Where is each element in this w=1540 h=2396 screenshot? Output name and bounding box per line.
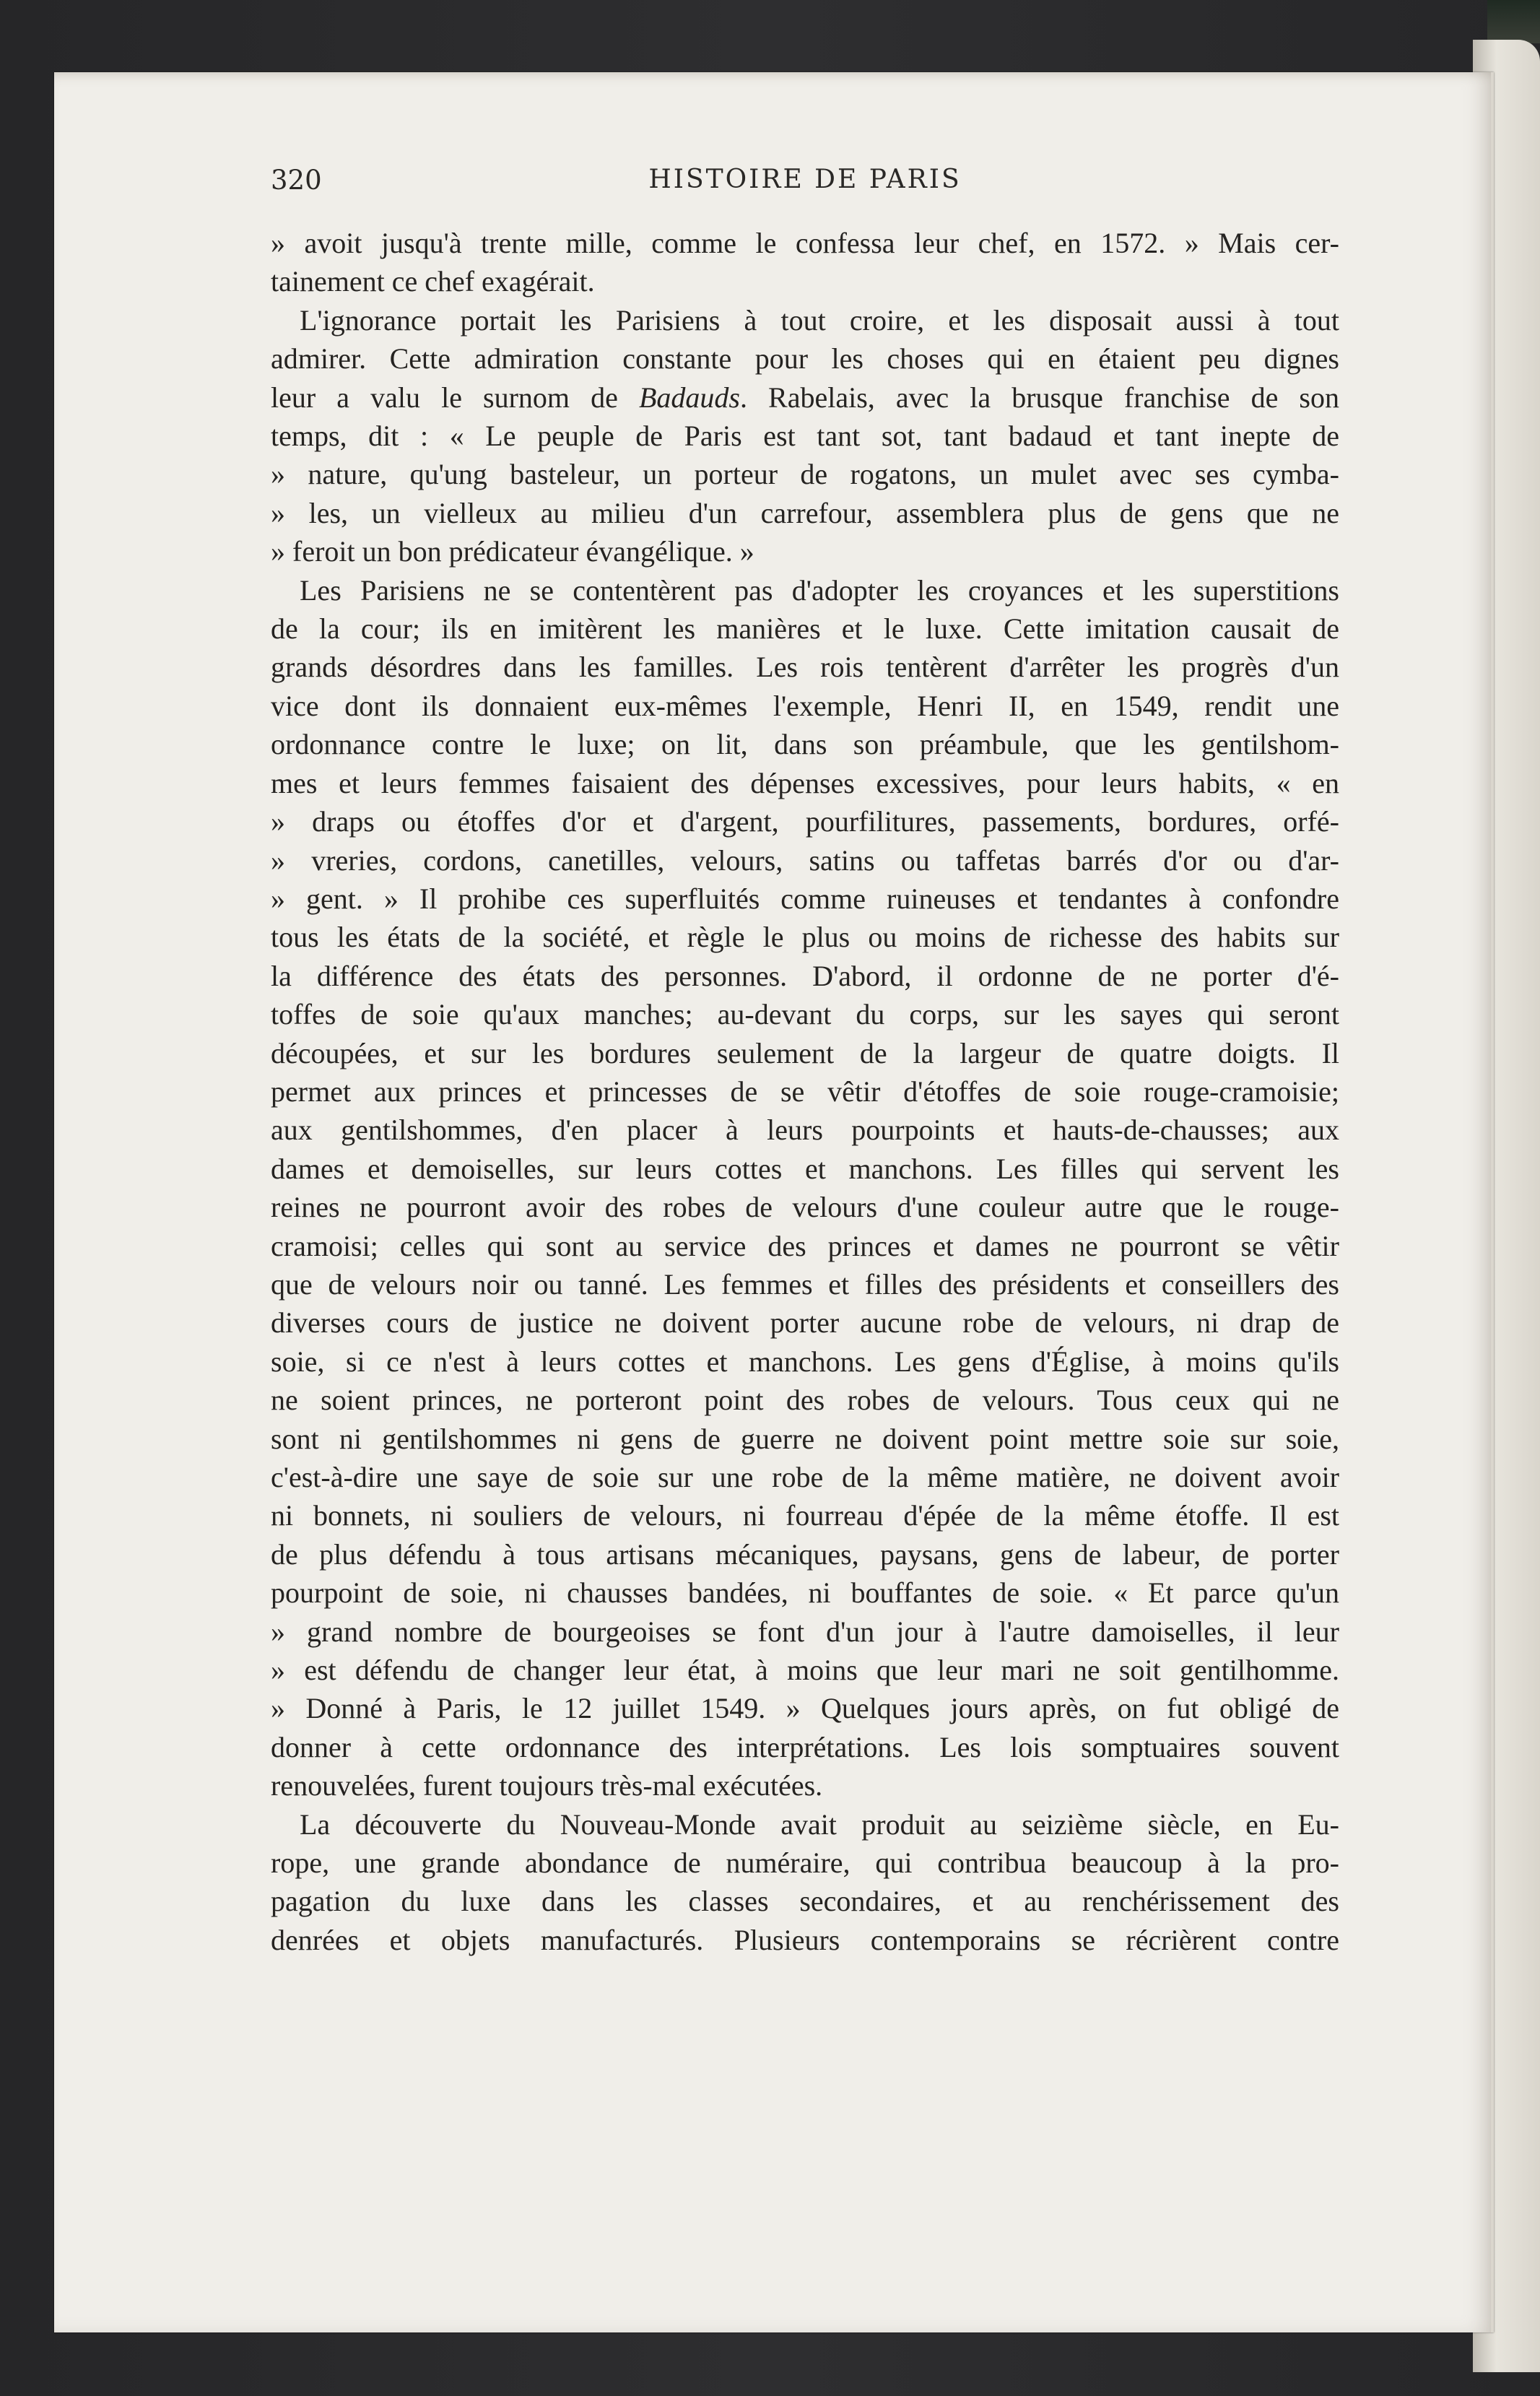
text-line: pourpoint de soie, ni chausses bandées, ni bouffantes de soie. « Et parce qu'un bbox=[271, 1576, 1339, 1610]
text-line: » vreries, cordons, canetilles, velours, satins ou taffetas barrés d'or ou d'ar- bbox=[271, 843, 1339, 877]
text-line: rope, une grande abondance de numéraire, qui contribua beaucoup à la pro- bbox=[271, 1846, 1339, 1880]
text-line: La découverte du Nouveau-Monde avait produit au seizième siècle, en Eu- bbox=[300, 1807, 1339, 1841]
text-line: soie, si ce n'est à leurs cottes et manchons. Les gens d'Église, à moins qu'ils bbox=[271, 1345, 1339, 1378]
text-line: que de velours noir ou tanné. Les femmes et filles des présidents et conseillers des bbox=[271, 1267, 1339, 1301]
text-line: vice dont ils donnaient eux-mêmes l'exemple, Henri II, en 1549, rendit une bbox=[271, 689, 1339, 722]
text-line: toffes de soie qu'aux manches; au-devant du corps, sur les sayes qui seront bbox=[271, 998, 1339, 1031]
text-line: denrées et objets manufacturés. Plusieurs contemporains se récrièrent contre bbox=[271, 1923, 1339, 1956]
text-line: » avoit jusqu'à trente mille, comme le confessa leur chef, en 1572. » Mais cer- bbox=[271, 227, 1339, 259]
text-line: de la cour; ils en imitèrent les manières et le luxe. Cette imitation causait de bbox=[271, 612, 1339, 646]
text-line: » grand nombre de bourgeoises se font d'un jour à l'autre damoiselles, il leur bbox=[271, 1615, 1339, 1648]
text-line: découpées, et sur les bordures seulement de la largeur de quatre doigts. Il bbox=[271, 1036, 1339, 1069]
text-line: permet aux princes et princesses de se vêtir d'étoffes de soie rouge-cramoisie; bbox=[271, 1075, 1339, 1108]
background-cover-edge bbox=[1487, 0, 1540, 43]
italic-word: Badauds bbox=[638, 381, 740, 414]
text-line: » Donné à Paris, le 12 juillet 1549. » Quelques jours après, on fut obligé de bbox=[271, 1692, 1339, 1725]
text-line: » gent. » Il prohibe ces superfluités comme ruineuses et tendantes à confondre bbox=[271, 882, 1339, 915]
text-line: la différence des états des personnes. D'abord, il ordonne de ne porter d'é- bbox=[271, 959, 1339, 992]
text-line: temps, dit : « Le peuple de Paris est tant sot, tant badaud et tant inepte de bbox=[271, 420, 1339, 453]
text-line: grands désordres dans les familles. Les rois tentèrent d'arrêter les progrès d'un bbox=[271, 651, 1339, 684]
text-line: » est défendu de changer leur état, à moins que leur mari ne soit gentilhomme. bbox=[271, 1654, 1339, 1687]
text-line: c'est-à-dire une saye de soie sur une robe de la même matière, ne doivent avoir bbox=[271, 1461, 1339, 1493]
text-line: ne soient princes, ne porteront point des robes de velours. Tous ceux qui ne bbox=[271, 1384, 1339, 1417]
text-line: aux gentilshommes, d'en placer à leurs pourpoints et hauts-de-chausses; aux bbox=[271, 1114, 1339, 1147]
text-line: tainement ce chef exagérait. bbox=[271, 265, 595, 298]
text-line: reines ne pourront avoir des robes de velours d'une couleur autre que le rouge- bbox=[271, 1191, 1339, 1224]
text-line: de plus défendu à tous artisans mécaniques, paysans, gens de labeur, de porter bbox=[271, 1537, 1339, 1571]
text-line: dames et demoiselles, sur leurs cottes et manchons. Les filles qui servent les bbox=[271, 1152, 1339, 1185]
text-line: ni bonnets, ni souliers de velours, ni fourreau d'épée de la même étoffe. Il est bbox=[271, 1499, 1339, 1532]
text-line: renouvelées, furent toujours très-mal exécutées. bbox=[271, 1769, 823, 1802]
text-line: cramoisi; celles qui sont au service des princes et dames ne pourront se vêtir bbox=[271, 1229, 1339, 1262]
text-fragment: leur a valu le surnom de bbox=[271, 381, 639, 414]
page-number: 320 bbox=[271, 165, 322, 196]
text-line: admirer. Cette admiration constante pour les choses qui en étaient peu dignes bbox=[271, 342, 1339, 376]
text-line: diverses cours de justice ne doivent porter aucune robe de velours, ni drap de bbox=[271, 1306, 1339, 1340]
text-line: sont ni gentilshommes ni gens de guerre ne doivent point mettre soie sur soie, bbox=[271, 1422, 1339, 1455]
text-line: donner à cette ordonnance des interprétations. Les lois somptuaires souvent bbox=[271, 1730, 1339, 1763]
text-line: Les Parisiens ne se contentèrent pas d'adopter les croyances et les superstitions bbox=[300, 573, 1339, 607]
text-line: » feroit un bon prédicateur évangélique. » bbox=[271, 535, 754, 568]
body-text bbox=[271, 224, 1339, 1959]
page-header bbox=[271, 165, 1339, 208]
running-title: HISTOIRE DE PARIS bbox=[648, 165, 962, 194]
text-line: mes et leurs femmes faisaient des dépenses excessives, pour leurs habits, « en bbox=[271, 766, 1339, 799]
text-line: tous les états de la société, et règle le plus ou moins de richesse des habits sur bbox=[271, 921, 1339, 954]
text-line bbox=[271, 378, 1339, 417]
text-line: » draps ou étoffes d'or et d'argent, pourfilitures, passements, bordures, orfé- bbox=[271, 805, 1339, 838]
text-line: pagation du luxe dans les classes secondaires, et au renchérissement des bbox=[271, 1885, 1339, 1918]
text-fragment: . Rabelais, avec la brusque franchise de son bbox=[739, 381, 1339, 414]
text-line: ordonnance contre le luxe; on lit, dans son préambule, que les gentilshom- bbox=[271, 728, 1339, 761]
text-line: » les, un vielleux au milieu d'un carrefour, assemblera plus de gens que ne bbox=[271, 496, 1339, 529]
text-line: » nature, qu'ung basteleur, un porteur de rogatons, un mulet avec ses cymba- bbox=[271, 458, 1339, 491]
text-line: L'ignorance portait les Parisiens à tout croire, et les disposait aussi à tout bbox=[300, 303, 1339, 337]
